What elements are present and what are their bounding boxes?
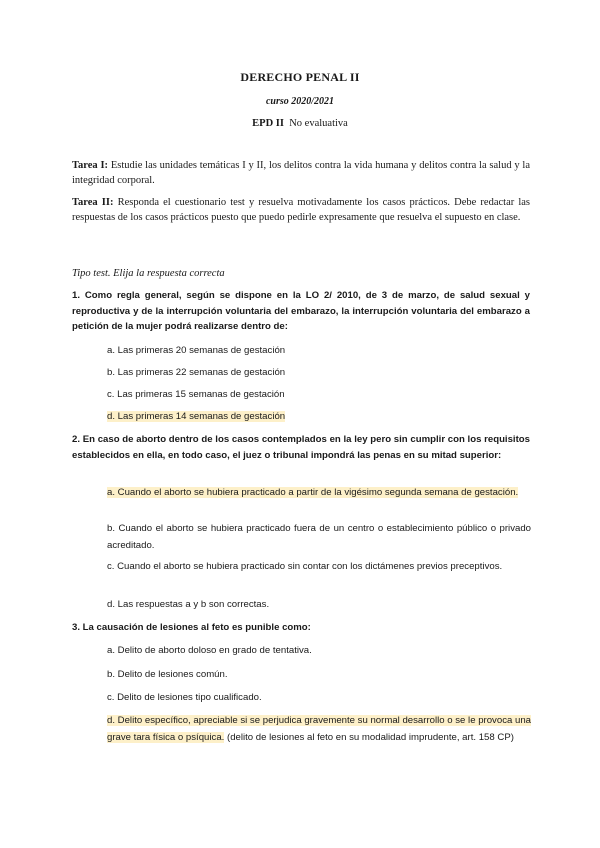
highlighted-answer: d. Delito específico, apreciable si se perjudica gravemente su normal desarrollo o se le provoca una grave tara física o psíquica. — [107, 715, 531, 743]
question-1-option-b: b. Las primeras 22 semanas de gestación — [107, 367, 286, 378]
task-1-text: Estudie las unidades temáticas I y II, los delitos contra la vida humana y delitos contra la salud y la integridad corporal. — [72, 160, 530, 186]
question-2-option-a-correct — [107, 484, 531, 501]
question-1-option-a: a. Las primeras 20 semanas de gestación — [107, 345, 286, 356]
question-1-option-c: c. Las primeras 15 semanas de gestación — [107, 389, 285, 400]
question-1: 1. Como regla general, según se dispone en la LO 2/ 2010, de 3 de marzo, de salud sexual y reproductiva y de la interrupción voluntaria del embarazo, la interrupción voluntaria del embarazo a petición de la mujer podrá realizarse dentro de: — [72, 290, 530, 332]
question-2-option-b: b. Cuando el aborto se hubiera practicado fuera de un centro o establecimiento público o privado acreditado. — [107, 523, 531, 551]
epd-label: EPD II — [252, 118, 284, 129]
question-3-option-d-correct — [107, 712, 531, 746]
task-2-label: Tarea II: — [72, 197, 114, 208]
epd-note: No evaluativa — [289, 118, 348, 129]
question-2-option-c: c. Cuando el aborto se hubiera practicado sin contar con los dictámenes previos preceptivos. — [107, 561, 503, 572]
course-year: curso 2020/2021 — [265, 96, 335, 107]
answer-note: (delito de lesiones al feto en su modalidad imprudente, art. 158 CP) — [224, 732, 514, 743]
question-3-option-c: c. Delito de lesiones tipo cualificado. — [107, 692, 262, 703]
task-1-label: Tarea I: — [72, 160, 109, 171]
epd-line — [0, 118, 600, 129]
question-3-option-b: b. Delito de lesiones común. — [107, 669, 228, 680]
test-instruction: Tipo test. Elija la respuesta correcta — [72, 268, 225, 279]
question-2-option-d: d. Las respuestas a y b son correctas. — [107, 599, 270, 610]
question-3-option-a: a. Delito de aborto doloso en grado de tentativa. — [107, 645, 312, 656]
question-1-option-d-correct — [107, 408, 531, 425]
task-2 — [72, 195, 530, 225]
document-title: DERECHO PENAL II — [240, 70, 360, 84]
question-3: 3. La causación de lesiones al feto es punible como: — [72, 622, 311, 633]
task-1 — [72, 158, 530, 188]
highlighted-answer: a. Cuando el aborto se hubiera practicado a partir de la vigésimo segunda semana de gestación. — [107, 487, 519, 498]
question-2: 2. En caso de aborto dentro de los casos contemplados en la ley pero sin cumplir con los requisitos establecidos en ella, en todo caso, el juez o tribunal impondrá las penas en su mitad superior: — [72, 434, 530, 461]
highlighted-answer: d. Las primeras 14 semanas de gestación — [107, 411, 286, 422]
task-2-text: Responda el cuestionario test y resuelva motivadamente los casos prácticos. Debe redactar las respuestas de los casos prácticos puesto que puedo pedirle expresamente que resuelva el supuesto en clase. — [72, 197, 531, 223]
